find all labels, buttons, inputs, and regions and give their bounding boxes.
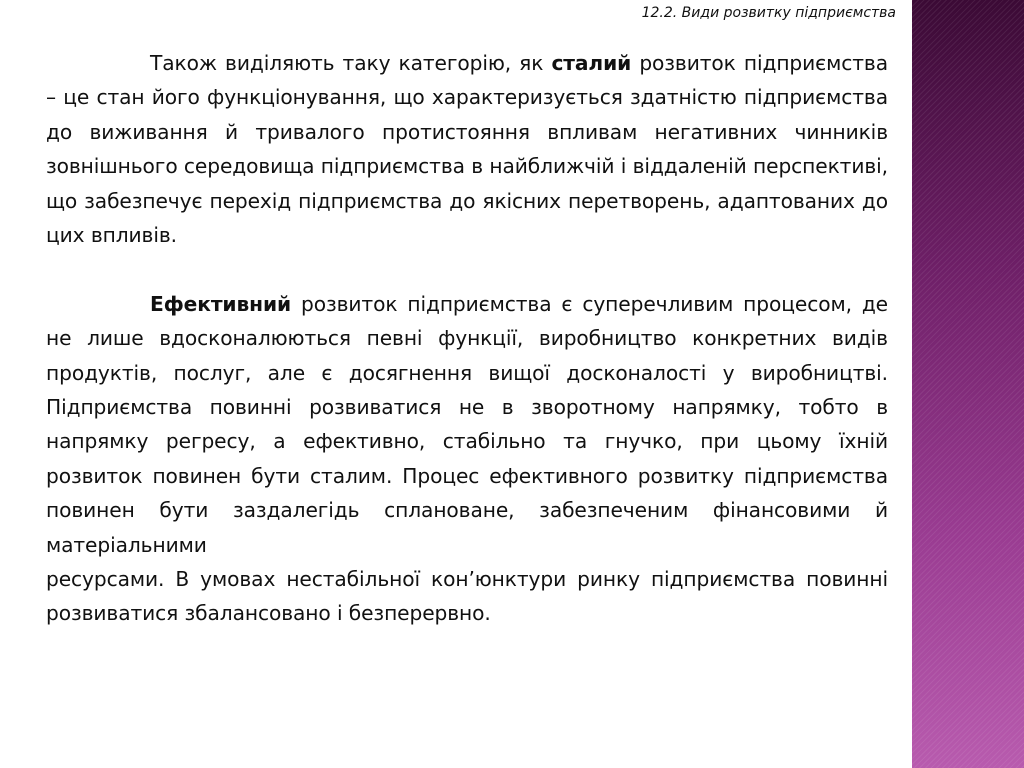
slide-header: 12.2. Види розвитку підприємства xyxy=(641,5,896,21)
paragraph-effective-development xyxy=(46,287,888,631)
p2-text-part1: розвиток підприємства є суперечливим процесом, де не лише вдосконалюються певні функції, виробництво конкретних видів продуктів, послуг, але є досягнення вищої досконалості у виробництві. Підприємства повинні розвиватися не в зворотному напрямку, тобто в напрямку регресу, а ефективно, стабільно та гнучко, при цьому їхній розвиток повинен бути сталим. Процес ефективного розвитку підприємства повинен бути заздалегідь сплановане, забезпеченим фінансовими й матеріальними xyxy=(46,291,888,557)
paragraph-stable-development xyxy=(46,46,888,252)
decorative-side-band xyxy=(912,0,1024,768)
p1-text-after: розвиток підприємства – це стан його функціонування, що характеризується здатністю підприємства до виживання й тривалого протистояння впливам негативних чинників зовнішнього середовища підприємства в найближчій і віддаленій перспективі, що забезпечує перехід підприємства до якісних перетворень, адаптованих до цих впливів. xyxy=(46,51,888,248)
term-effective: Ефективний xyxy=(150,291,292,316)
p1-text-before: Також виділяють таку категорію, як xyxy=(150,51,552,75)
term-stable: сталий xyxy=(551,51,632,75)
slide-body xyxy=(46,46,888,631)
p2-text-part2: ресурсами. В умовах нестабільної кон’юнктури ринку підприємства повинні розвиватися збалансовано і безперервно. xyxy=(46,567,888,626)
